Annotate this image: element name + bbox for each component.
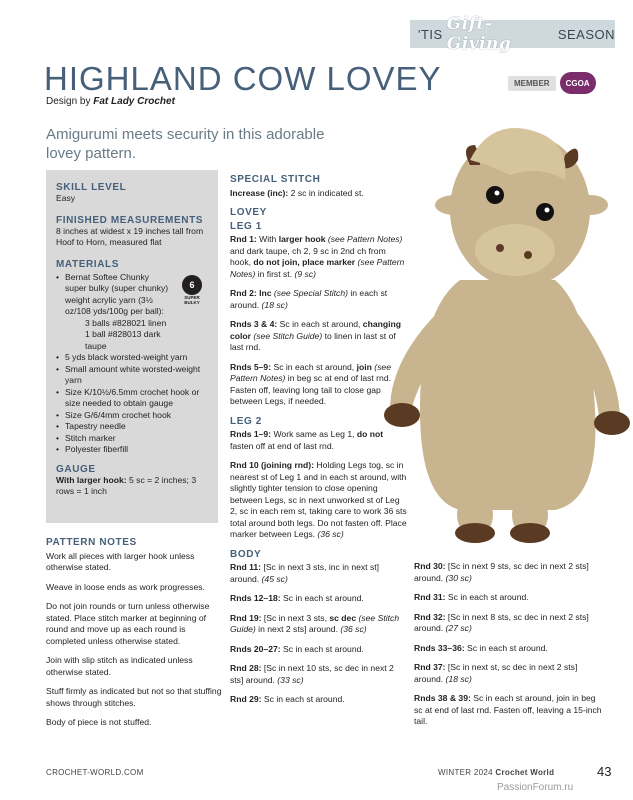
tagline: Amigurumi meets security in this adorable lovey pattern.: [46, 126, 325, 162]
yarn-color-2: 1 ball #828013 dark taupe: [85, 329, 161, 351]
lovey-heading: LOVEY: [230, 207, 267, 218]
body-heading: BODY: [230, 548, 262, 560]
list-item: • Tapestry needle: [56, 421, 208, 433]
byline-prefix: Design by: [46, 96, 91, 107]
yarn-weight-icon: [178, 275, 206, 303]
gauge-heading: GAUGE: [56, 463, 96, 475]
materials-heading: MATERIALS: [56, 258, 119, 270]
cow-hoof-bottom-left: [455, 523, 495, 543]
leg1-heading: LEG 1: [230, 220, 262, 232]
cow-snout: [475, 224, 555, 276]
banner-pre: 'TIS: [418, 26, 443, 42]
pattern-notes: [46, 537, 224, 737]
footer-magazine: Crochet World: [495, 768, 555, 777]
round-text: Rnds 1–9: Work same as Leg 1, do not fasten off at end of last rnd.: [230, 429, 384, 451]
banner-post: SEASON: [557, 26, 615, 42]
round-text: Rnds 12–18: Sc in each st around.: [230, 593, 364, 603]
season-banner: [410, 14, 615, 54]
list-item: • Polyester fiberfill: [56, 444, 208, 456]
round-text: Rnd 30: [Sc in next 9 sts, sc dec in next 2 sts] around. (30 sc): [414, 561, 589, 583]
round-text: Rnd 11: [Sc in next 3 sts, inc in next st] around. (45 sc): [230, 562, 380, 584]
footer-site: CROCHET-WORLD.COM: [46, 768, 144, 777]
highland-cow-lovey-photo: [380, 110, 630, 550]
round-text: Rnd 10 (joining rnd): Holding Legs tog, sc in nearest st of Leg 1 and in each st around, with slightly tighter tension to close opening between Legs, sc in next unworked st of Leg 2, sc in each rem st, taking care to work 36 sts total around both legs. Do not fasten off. Place marker between Legs. (36 sc): [230, 460, 407, 539]
list-item: • Small amount white worsted-weight yarn: [56, 364, 208, 387]
cow-eye-left: [486, 186, 504, 204]
cow-eye-right-highlight: [545, 208, 550, 213]
footer-issue: WINTER 2024 Crochet World: [438, 768, 555, 777]
cow-body: [420, 280, 596, 510]
special-stitch-text: Increase (inc): 2 sc in indicated st.: [230, 187, 364, 198]
measurements-value: 8 inches at widest x 19 inches tall from Hoof to Horn, measured flat: [56, 225, 204, 247]
round-text: Rnd 19: [Sc in next 3 sts, sc dec (see Stitch Guide) in next 2 sts] around. (36 sc): [230, 612, 400, 634]
cgoa-logo: CGOA: [560, 72, 596, 94]
yarn-weight-number: 6: [182, 275, 202, 295]
watermark: PassionForum.ru: [497, 782, 574, 793]
list-item: • Bernat Softee Chunky super bulky (super chunky) weight acrylic yarn (3½ oz/108 yds/100g per ball): 3 balls #828021 linen 1 ball #828013 dark taupe: [56, 272, 208, 353]
cow-nostril-left: [496, 244, 504, 252]
round-text: Rnds 3 & 4: Sc in each st around, changing color (see Stitch Guide) to linen in last st of last rnd.: [230, 319, 401, 352]
note-paragraph: Body of piece is not stuffed.: [46, 717, 152, 727]
list-item: • Stitch marker: [56, 433, 208, 445]
round-text: Rnd 1: With larger hook (see Pattern Notes) and dark taupe, ch 2, 9 sc in 2nd ch from hook, do not join, place marker (see Pattern Notes) in first st. (9 sc): [230, 234, 405, 279]
list-item: • Size G/6/4mm crochet hook: [56, 410, 208, 422]
round-text: Rnd 31: Sc in each st around.: [414, 592, 529, 602]
note-paragraph: Stuff firmly as indicated but not so that stuffing shows through stitches.: [46, 686, 222, 708]
special-stitch-heading: SPECIAL STITCH: [230, 174, 321, 185]
list-item: • Size K/10½/6.5mm crochet hook or size needed to obtain gauge: [56, 387, 208, 410]
note-paragraph: Weave in loose ends as work progresses.: [46, 581, 205, 592]
cow-ear-right: [572, 195, 608, 215]
round-text: Rnds 5–9: Sc in each st around, join (see Pattern Notes) in beg sc at end of last rnd. Fasten off, leaving long tail to close gap between Legs, if needed.: [230, 361, 391, 406]
note-paragraph: Work all pieces with larger hook unless otherwise stated.: [46, 550, 195, 572]
note-paragraph: Join with slip stitch as indicated unless otherwise stated.: [46, 655, 193, 677]
member-badge: [508, 72, 596, 94]
cow-eye-right: [536, 203, 554, 221]
list-item: • 5 yds black worsted-weight yarn: [56, 352, 208, 364]
cow-hoof-bottom-right: [510, 523, 550, 543]
designer-name: Fat Lady Crochet: [93, 96, 175, 107]
cow-hoof-left: [384, 403, 420, 427]
cow-eye-left-highlight: [495, 191, 500, 196]
instructions-column-3: [414, 561, 604, 736]
skill-value: Easy: [56, 193, 76, 203]
cow-hoof-right: [594, 411, 630, 435]
leg2-heading: LEG 2: [230, 415, 262, 427]
banner-script: Gift-Giving: [446, 14, 512, 54]
page-number: 43: [597, 764, 612, 779]
skill-heading: SKILL LEVEL: [56, 182, 127, 193]
round-text: Rnd 28: [Sc in next 10 sts, sc dec in next 2 sts] around. (33 sc): [230, 663, 394, 685]
measurements-heading: FINISHED MEASUREMENTS: [56, 214, 204, 226]
round-text: Rnds 20–27: Sc in each st around.: [230, 643, 364, 654]
round-text: Rnd 29: Sc in each st around.: [230, 694, 345, 704]
page-title: HIGHLAND COW LOVEY: [44, 60, 442, 97]
cow-nostril-right: [524, 251, 532, 259]
note-paragraph: Do not join rounds or turn unless otherwise stated. Place stitch marker at beginning of round and move up as each round is completed unless otherwise stated.: [46, 601, 210, 646]
round-text: Rnd 32: [Sc in next 8 sts, sc dec in next 2 sts] around. (27 sc): [414, 611, 589, 633]
round-text: Rnds 38 & 39: Sc in each st around, join in beg sc at end of last rnd. Fasten off, leaving a 15-inch tail.: [414, 693, 602, 726]
round-text: Rnd 37: [Sc in next st, sc dec in next 2 sts] around. (18 sc): [414, 662, 578, 684]
gauge-value: With larger hook: 5 sc = 2 inches; 3 rows = 1 inch: [56, 474, 197, 496]
sidebar-box: [46, 170, 218, 523]
member-label: MEMBER: [508, 76, 556, 91]
pattern-notes-heading: PATTERN NOTES: [46, 537, 137, 548]
round-text: Rnds 33–36: Sc in each st around.: [414, 642, 548, 653]
byline: [46, 96, 175, 107]
round-text: Rnd 2: Inc (see Special Stitch) in each st around. (18 sc): [230, 288, 388, 310]
yarn-color-1: 3 balls #828021 linen: [85, 317, 167, 328]
yarn-weight-label: SUPER BULKY: [184, 295, 200, 305]
cow-ear-left: [435, 195, 475, 215]
